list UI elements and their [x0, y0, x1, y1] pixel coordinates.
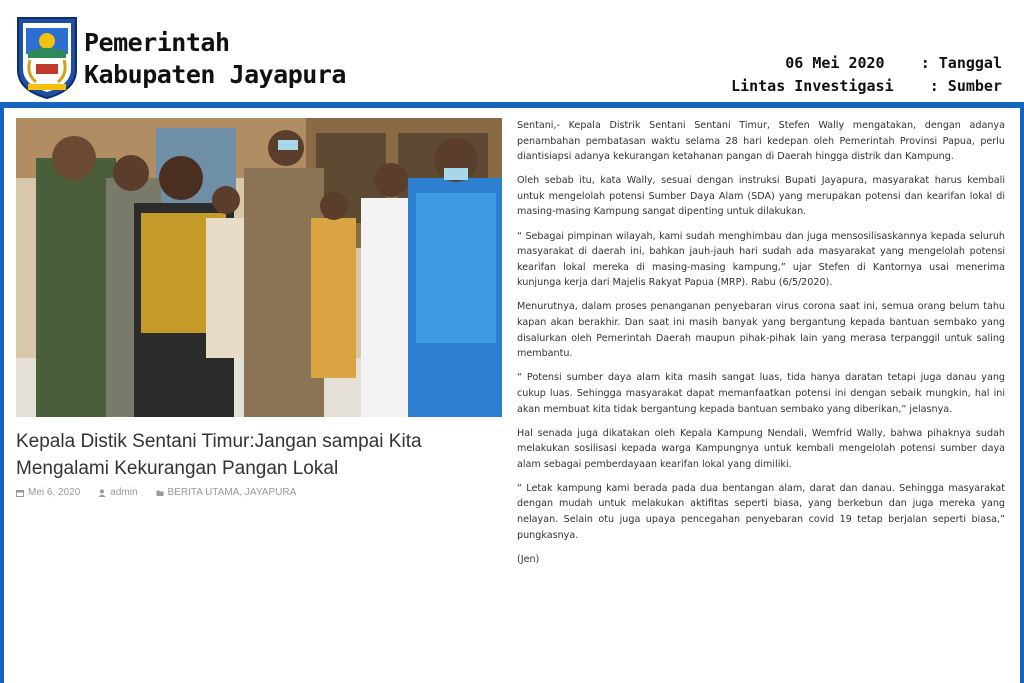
article-paragraph: “ Potensi sumber daya alam kita masih sangat luas, tida hanya daratan tetapi juga danau yang cukup luas. Sehingga masyarakat dapat memanfaatkan potensi ini dengan sebaik mungkin, hal ini akan membuat kita tidak bergantung kepada bantuan sembako yang diberikan,” jelasnya. — [517, 372, 1005, 415]
article-meta — [16, 487, 296, 498]
date-value: 06 Mei 2020 — [785, 54, 885, 72]
article-signoff: (Jen) — [517, 553, 540, 565]
article-paragraph: Menurutnya, dalam proses penanganan penyebaran virus corona saat ini, semua orang belum tahu kapan akan berakhir. Dan saat ini masih banyak yang bergantung kepada bantuan sembako yang disalurkan oleh Pemerintah Daerah maupun pihak-pihak lain yang merasa terpanggil untuk saling membantu. — [517, 301, 1005, 360]
article-paragraph: Hal senada juga dikatakan oleh Kepala Kampung Nendali, Wemfrid Wally, bahwa pihaknya sudah melakukan sosilisasi kepada warga Kampungnya untuk kembali mengelolah potensi sumber daya alam sebagai pemberdayaan kearifan lokal yang dimiliki. — [517, 427, 1005, 470]
government-name — [84, 28, 346, 90]
article-date[interactable]: Mei 6, 2020 — [28, 487, 81, 498]
article-title[interactable]: Kepala Distik Sentani Timur:Jangan sampai Kita Mengalami Kekurangan Pangan Lokal — [16, 431, 422, 479]
calendar-icon — [16, 489, 24, 497]
jayapura-regency-emblem-icon — [14, 14, 80, 100]
article-paragraph: Sentani,- Kepala Distrik Sentani Sentani Timur, Stefen Wally mengatakan, dengan adanya penambahan pembatasan waktu selama 28 hari kedepan oleh Pemerintah Provinsi Papua, perlu diantisiapsi adanya kekurangan ketahanan pangan di Daerah hingga distrik dan Kampung. — [517, 120, 1005, 163]
article-body — [517, 118, 1005, 576]
article-categories[interactable]: BERITA UTAMA, JAYAPURA — [167, 487, 297, 498]
clipping-meta — [731, 52, 1002, 98]
article-paragraph: “ Sebagai pimpinan wilayah, kami sudah menghimbau dan juga mensosilisaskannya kepada seluruh masyarakat di daerah ini, bahkan jauh-jauh hari sudah ada masyarakat yang mengelolah potensi kearifan lokal mereka di masing-masing kampung,” ujar Stefen di Kantornya usai menerima kunjunga kerja dari Majelis Rakyat Papua (MRP). Rabu (6/5/2020). — [517, 230, 1005, 289]
government-line-2: Kabupaten Jayapura — [84, 60, 346, 89]
source-label: : Sumber — [929, 77, 1002, 95]
article-paragraph: Oleh sebab itu, kata Wally, sesuai dengan instruksi Bupati Jayapura, masyarakat harus kembali untuk mengelolah potensi Sumber Daya Alam (SDA) yang merupakan potensi dan kearifan lokal di masing-masing Kampung sangat dipenting untuk dilakukan. — [517, 175, 1005, 218]
user-icon — [98, 489, 106, 497]
article-author[interactable]: admin — [110, 487, 138, 498]
government-line-1: Pemerintah — [84, 28, 230, 57]
article-paragraph: “ Letak kampung kami berada pada dua bentangan alam, darat dan danau. Sehingga masyarakat dengan mudah untuk melakukan aktifitas seperti biasa, yang berkebun dan juga mereka yang nelayan. Selain otu juga upaya pencegahan penyebaran covid 19 tetap berjalan seperti biasa,” pungkasnya. — [517, 482, 1005, 541]
date-row — [731, 52, 1002, 75]
folder-icon — [156, 489, 164, 497]
document-header — [0, 0, 1024, 104]
source-row — [731, 75, 1002, 98]
source-value: Lintas Investigasi — [731, 77, 894, 95]
article-photo — [16, 118, 502, 417]
date-label: : Tanggal — [920, 54, 1002, 72]
